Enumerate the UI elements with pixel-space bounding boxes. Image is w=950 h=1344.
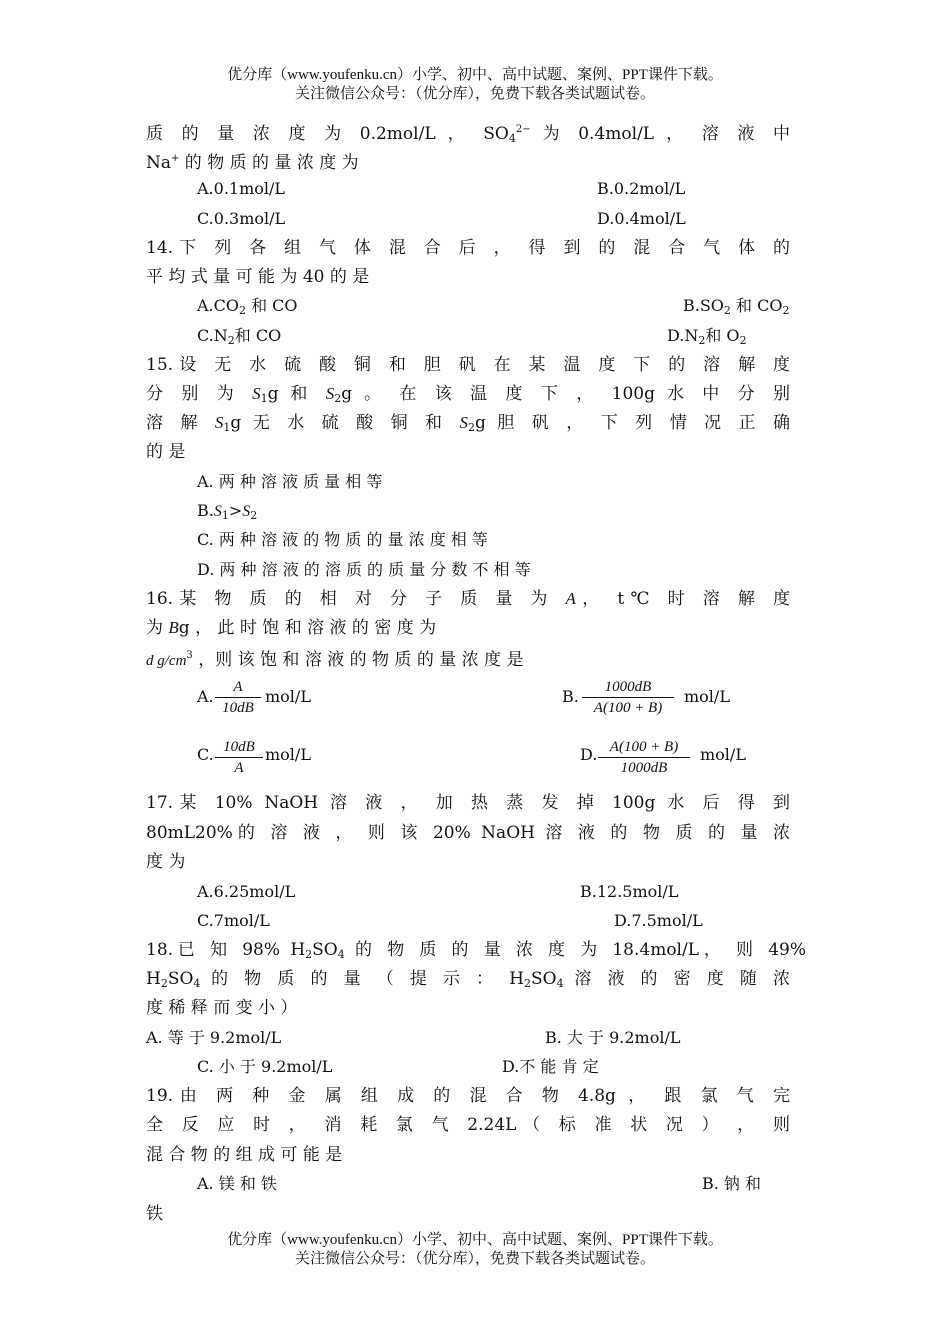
q15-line2: 分 别 为 $S_1g$ 和 $S_2g$ 。 在 该 温 度 下 ， 100g 水 中 分 别 [146, 384, 790, 405]
q14-option-b: $B.SO_2$ 和 $CO_2$ [683, 296, 790, 317]
q14-line1: 14.下 列 各 组 气 体 混 合 后 ， 得 到 的 混 合 气 体 的 [146, 238, 790, 258]
q19-line2: 全 反 应 时 ， 消 耗 氯 气 2.24L（ 标 准 状 况 ） ， 则 [146, 1115, 790, 1135]
q17-option-d: D.7.5mol/L [614, 911, 703, 930]
page-footer-line1: 优分库（www.youfenku.cn）小学、初中、高中试题、案例、PPT课件下载。 [227, 1232, 723, 1248]
q16-option-d-unit: mol/L [700, 745, 746, 764]
q17-line1: 17.某 10% NaOH 溶 液 ， 加 热 蒸 发 掉 100g 水 后 得 到 [146, 793, 790, 813]
q19-line1: 19.由 两 种 金 属 组 成 的 混 合 物 4.8g ， 跟 氯 气 完 [146, 1086, 790, 1106]
q16-option-a-fraction: $\frac{A}{10dB}$ [215, 677, 261, 718]
q16-option-b-unit: mol/L [684, 687, 730, 706]
q18-option-a: A. 等 于 9.2mol/L [146, 1028, 282, 1047]
q16-option-a-label: A. [197, 687, 214, 706]
q18-option-b: B. 大 于 9.2mol/L [545, 1028, 681, 1047]
q13-option-a: A.0.1mol/L [197, 179, 286, 198]
q14-line2: 平 均 式 量 可 能 为 40 的 是 [146, 267, 370, 287]
q15-option-a: A. 两 种 溶 液 质 量 相 等 [197, 472, 383, 491]
q15-option-d: D. 两 种 溶 液 的 溶 质 的 质 量 分 数 不 相 等 [197, 560, 531, 579]
q15-line1: 15.设 无 水 硫 酸 铜 和 胆 矾 在 某 温 度 下 的 溶 解 度 [146, 355, 790, 375]
q17-option-a: A.6.25mol/L [197, 882, 296, 901]
q16-option-a-unit: mol/L [265, 687, 311, 706]
q16-option-d-label: D. [580, 745, 598, 764]
q16-option-d-fraction: $\frac{A(100 + B)}{1000dB}$ [598, 737, 690, 778]
q13-line1: 质 的 量 浓 度 为 0.2mol/L ， $SO_4^{2-}$ 为 0.4mol/L ， 溶 液 中 [146, 124, 790, 145]
q16-option-b-label: B. [562, 687, 579, 706]
q18-option-c: C. 小 于 9.2mol/L [197, 1057, 333, 1076]
q13-option-c: C.0.3mol/L [197, 209, 286, 228]
q17-line3: 度 为 [146, 852, 186, 872]
q18-line2: $H_2SO_4$ 的 物 质 的 量 （ 提 示 ： $H_2SO_4$ 溶 液 的 密 度 随 浓 [146, 969, 790, 990]
page-header-line1: 优分库（www.youfenku.cn）小学、初中、高中试题、案例、PPT课件下载。 [227, 67, 723, 83]
q16-line3: d $g/cm^3$ ，则 该 饱 和 溶 液 的 物 质 的 量 浓 度 是 [146, 650, 524, 670]
q19-option-b-continued: 铁 [146, 1204, 163, 1224]
q13-line2: Na+ 的 物 质 的 量 浓 度 为 [146, 153, 359, 173]
q17-option-c: C.7mol/L [197, 911, 270, 930]
q13-option-b: B.0.2mol/L [597, 179, 686, 198]
q18-line3: 度 稀 释 而 变 小 ） [146, 998, 298, 1018]
q15-option-c: C. 两 种 溶 液 的 物 质 的 量 浓 度 相 等 [197, 530, 488, 549]
q14-option-c: $C.N_2$和 CO [197, 326, 282, 347]
q15-line4: 的 是 [146, 442, 186, 462]
q17-option-b: B.12.5mol/L [580, 882, 679, 901]
q17-line2: 80mL20%的 溶 液 ， 则 该 20% NaOH 溶 液 的 物 质 的 量 浓 [146, 823, 790, 843]
q16-line2: 为 Bg ， 此 时 饱 和 溶 液 的 密 度 为 [146, 618, 437, 638]
q16-option-c-label: C. [197, 745, 214, 764]
q14-option-a: $A.CO_2$ 和 CO [197, 296, 298, 317]
q18-line1: 18.已 知 98% $H_2SO_4$ 的 物 质 的 量 浓 度 为 18.4mol/L， 则 49% [146, 940, 807, 961]
q19-line3: 混 合 物 的 组 成 可 能 是 [146, 1145, 343, 1165]
q13-option-d: D.0.4mol/L [597, 209, 686, 228]
q19-option-a: A. 镁 和 铁 [197, 1174, 277, 1193]
q16-line1: 16.某 物 质 的 相 对 分 子 质 量 为 A， t℃ 时 溶 解 度 [146, 589, 790, 609]
q15-option-b: $B.S_1>S_2$ [197, 501, 258, 522]
page-header-line2: 关注微信公众号：（优分库），免费下载各类试题试卷。 [294, 86, 655, 102]
q16-option-b-fraction: $\frac{1000dB}{A(100 + B)}$ [582, 677, 674, 718]
page-footer-line2: 关注微信公众号：（优分库），免费下载各类试题试卷。 [294, 1251, 655, 1267]
q16-option-c-unit: mol/L [265, 745, 311, 764]
q19-option-b: B. 钠 和 [702, 1174, 762, 1193]
q15-line3: 溶 解 $S_1g$ 无 水 硫 酸 铜 和 $S_2g$ 胆 矾 ， 下 列 情 况 正 确 [146, 413, 790, 434]
q16-option-c-fraction: $\frac{10dB}{A}$ [215, 737, 263, 778]
q14-option-d: $D.N_2$和 $O_2$ [667, 326, 747, 347]
q18-option-d: D.不 能 肯 定 [502, 1057, 599, 1076]
